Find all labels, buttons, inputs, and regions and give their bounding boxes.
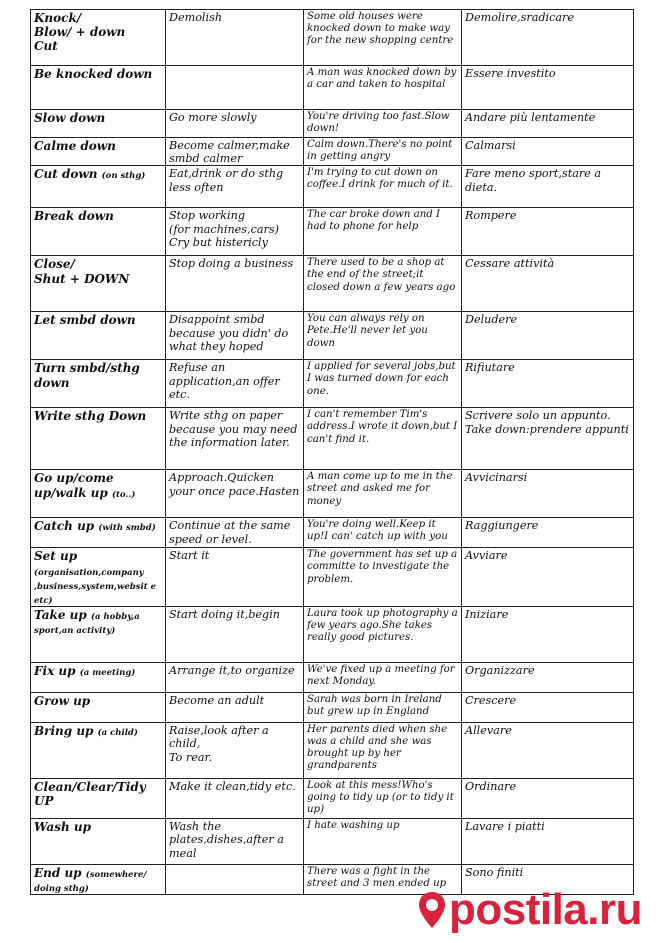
phrasal-verb-cell-text: Knock/ Blow/ + down Cut bbox=[34, 11, 126, 54]
meaning-cell-text: Stop doing a business bbox=[169, 257, 294, 271]
meaning-cell bbox=[166, 10, 304, 66]
phrasal-verb-cell-text: Calme down bbox=[34, 139, 116, 153]
example-cell-text: Laura took up photography a few years ago.She takes really good pictures. bbox=[307, 608, 458, 644]
meaning-cell bbox=[166, 548, 304, 607]
table-row bbox=[31, 819, 634, 865]
meaning-cell-text: Raise,look after a child, To rear. bbox=[169, 724, 269, 764]
italian-cell bbox=[462, 312, 634, 360]
verb-note: (on sthg) bbox=[101, 171, 146, 182]
italian-cell-text: Rompere bbox=[465, 209, 517, 223]
meaning-cell bbox=[166, 360, 304, 408]
phrasal-verb-cell bbox=[31, 607, 166, 663]
example-cell bbox=[304, 819, 462, 865]
example-cell bbox=[304, 607, 462, 663]
example-cell bbox=[304, 360, 462, 408]
table-row bbox=[31, 312, 634, 360]
watermark bbox=[417, 885, 642, 935]
phrasal-verb-cell bbox=[31, 312, 166, 360]
table-row bbox=[31, 779, 634, 819]
italian-cell-text: Rifiutare bbox=[465, 361, 515, 375]
example-cell-text: We've fixed up a meeting for next Monday. bbox=[307, 664, 455, 688]
meaning-cell-text: Wash the plates,dishes,after a meal bbox=[169, 820, 284, 860]
example-cell bbox=[304, 138, 462, 166]
italian-cell-text: Raggiungere bbox=[465, 519, 539, 533]
meaning-cell bbox=[166, 138, 304, 166]
italian-cell bbox=[462, 723, 634, 779]
meaning-cell bbox=[166, 607, 304, 663]
italian-cell-text: Demolire,sradicare bbox=[465, 11, 575, 24]
verb-note: (a hobby,a sport,an activity) bbox=[34, 612, 140, 637]
example-cell bbox=[304, 408, 462, 470]
phrasal-verbs-table bbox=[30, 9, 634, 895]
example-cell-text: Some old houses were knocked down to make way for the new shopping centre bbox=[307, 11, 454, 47]
italian-cell bbox=[462, 138, 634, 166]
table-row bbox=[31, 208, 634, 256]
example-cell-text: You can always rely on Pete.He'll never let you down bbox=[307, 313, 428, 349]
example-cell bbox=[304, 10, 462, 66]
example-cell bbox=[304, 256, 462, 312]
meaning-cell bbox=[166, 663, 304, 693]
meaning-cell bbox=[166, 66, 304, 110]
phrasal-verbs-sheet bbox=[30, 9, 633, 895]
phrasal-verb-cell-text: Catch up bbox=[34, 519, 95, 534]
meaning-cell-text: Refuse an application,an offer etc. bbox=[169, 361, 280, 401]
meaning-cell-text: Stop working (for machines,cars) Cry but histericly bbox=[169, 209, 279, 249]
pin-logo-icon bbox=[417, 890, 447, 930]
phrasal-verb-cell bbox=[31, 66, 166, 110]
example-cell-text: The car broke down and I had to phone for help bbox=[307, 209, 441, 233]
phrasal-verb-cell bbox=[31, 865, 166, 895]
phrasal-verb-cell-text: Write sthg Down bbox=[34, 409, 147, 424]
example-cell-text: Her parents died when she was a child and she was brought up by her grandparents bbox=[307, 724, 448, 772]
example-cell-text: There used to be a shop at the end of the street;it closed down a few years ago bbox=[307, 257, 456, 293]
table-row bbox=[31, 166, 634, 208]
phrasal-verb-cell bbox=[31, 256, 166, 312]
verb-note: (a child) bbox=[97, 728, 138, 739]
table-body bbox=[31, 10, 634, 895]
italian-cell-text: Fare meno sport,stare a dieta. bbox=[465, 167, 602, 194]
italian-cell-text: Lavare i piatti bbox=[465, 820, 545, 834]
meaning-cell-text: Start doing it,begin bbox=[169, 608, 280, 622]
italian-cell-text: Crescere bbox=[465, 694, 517, 708]
meaning-cell-text: Continue at the same speed or level. bbox=[169, 519, 291, 546]
table-row bbox=[31, 10, 634, 66]
phrasal-verb-cell-text: Bring up bbox=[34, 724, 94, 739]
phrasal-verb-cell-text: Close/ Shut + DOWN bbox=[34, 257, 130, 286]
table-row bbox=[31, 548, 634, 607]
table-row bbox=[31, 408, 634, 470]
meaning-cell-text: Become calmer,make smbd calmer bbox=[169, 139, 290, 166]
phrasal-verb-cell bbox=[31, 10, 166, 66]
phrasal-verb-cell bbox=[31, 518, 166, 548]
phrasal-verb-cell-text: Slow down bbox=[34, 111, 106, 125]
table-row bbox=[31, 470, 634, 518]
example-cell-text: I'm trying to cut down on coffee.I drink for much of it. bbox=[307, 167, 453, 191]
italian-cell-text: Avvicinarsi bbox=[465, 471, 528, 485]
example-cell-text: You're driving too fast.Slow down! bbox=[307, 111, 450, 135]
meaning-cell bbox=[166, 256, 304, 312]
table-row bbox=[31, 723, 634, 779]
table-row bbox=[31, 663, 634, 693]
phrasal-verb-cell-text: Fix up bbox=[34, 664, 76, 679]
table-row bbox=[31, 138, 634, 166]
example-cell-text: Sarah was born in Ireland but grew up in England bbox=[307, 694, 442, 718]
italian-cell-text: Ordinare bbox=[465, 780, 517, 794]
italian-cell bbox=[462, 408, 634, 470]
verb-note: (to..) bbox=[111, 489, 136, 500]
verb-note: (organisation,company ,business,system,websit e etc) bbox=[34, 567, 156, 606]
phrasal-verb-cell bbox=[31, 408, 166, 470]
italian-cell-text: Avviare bbox=[465, 549, 508, 563]
meaning-cell bbox=[166, 693, 304, 723]
phrasal-verb-cell bbox=[31, 819, 166, 865]
example-cell-text: The government has set up a committe to investigate the problem. bbox=[307, 549, 458, 585]
phrasal-verb-cell-text: Turn smbd/sthg down bbox=[34, 361, 140, 390]
italian-cell bbox=[462, 110, 634, 138]
italian-cell bbox=[462, 548, 634, 607]
meaning-cell bbox=[166, 779, 304, 819]
phrasal-verb-cell-text: Let smbd down bbox=[34, 313, 136, 328]
meaning-cell-text: Become an adult bbox=[169, 694, 265, 708]
phrasal-verb-cell bbox=[31, 693, 166, 723]
phrasal-verb-cell bbox=[31, 110, 166, 138]
italian-cell bbox=[462, 166, 634, 208]
example-cell bbox=[304, 779, 462, 819]
meaning-cell-text: Go more slowly bbox=[169, 111, 257, 124]
table-row bbox=[31, 110, 634, 138]
phrasal-verb-cell bbox=[31, 779, 166, 819]
meaning-cell bbox=[166, 166, 304, 208]
phrasal-verb-cell bbox=[31, 663, 166, 693]
watermark-text: postila.ru bbox=[448, 885, 642, 934]
italian-cell-text: Calmarsi bbox=[465, 139, 516, 152]
italian-cell-text: Cessare attività bbox=[465, 257, 555, 271]
meaning-cell bbox=[166, 408, 304, 470]
meaning-cell-text: Eat,drink or do sthg less often bbox=[169, 167, 284, 194]
phrasal-verb-cell-text: Be knocked down bbox=[34, 67, 153, 81]
italian-cell-text: Allevare bbox=[465, 724, 512, 738]
table-row bbox=[31, 518, 634, 548]
phrasal-verb-cell-text: Wash up bbox=[34, 820, 91, 835]
italian-cell-text: Organizzare bbox=[465, 664, 535, 678]
meaning-cell bbox=[166, 865, 304, 895]
meaning-cell bbox=[166, 819, 304, 865]
meaning-cell bbox=[166, 470, 304, 518]
phrasal-verb-cell bbox=[31, 138, 166, 166]
example-cell-text: A man was knocked down by a car and taken to hospital bbox=[307, 67, 457, 91]
phrasal-verb-cell-text: Take up bbox=[34, 608, 87, 623]
meaning-cell-text: Arrange it,to organize bbox=[169, 664, 295, 678]
meaning-cell bbox=[166, 208, 304, 256]
phrasal-verb-cell-text: Clean/Clear/Tidy UP bbox=[34, 780, 146, 809]
italian-cell bbox=[462, 693, 634, 723]
italian-cell bbox=[462, 779, 634, 819]
italian-cell-text: Sono finiti bbox=[465, 866, 524, 880]
table-row bbox=[31, 360, 634, 408]
table-row bbox=[31, 693, 634, 723]
example-cell bbox=[304, 166, 462, 208]
phrasal-verb-cell-text: Go up/come up/walk up bbox=[34, 471, 114, 500]
example-cell bbox=[304, 208, 462, 256]
example-cell-text: There was a fight in the street and 3 men ended up bbox=[307, 866, 447, 890]
italian-cell bbox=[462, 607, 634, 663]
example-cell bbox=[304, 110, 462, 138]
verb-note: (a meeting) bbox=[79, 668, 136, 679]
meaning-cell-text: Write sthg on paper because you may need the information later. bbox=[169, 409, 298, 449]
example-cell-text: Look at this mess!Who's going to tidy up (or to tidy it up) bbox=[307, 780, 454, 816]
verb-note: (with smbd) bbox=[98, 523, 156, 534]
example-cell bbox=[304, 312, 462, 360]
phrasal-verb-cell-text: Grow up bbox=[34, 694, 91, 709]
phrasal-verb-cell bbox=[31, 208, 166, 256]
meaning-cell bbox=[166, 723, 304, 779]
italian-cell-text: Essere investito bbox=[465, 67, 556, 80]
example-cell bbox=[304, 66, 462, 110]
table-row bbox=[31, 607, 634, 663]
phrasal-verb-cell bbox=[31, 723, 166, 779]
phrasal-verb-cell-text: Set up bbox=[34, 549, 78, 564]
italian-cell bbox=[462, 360, 634, 408]
phrasal-verb-cell bbox=[31, 548, 166, 607]
meaning-cell-text: Disappoint smbd because you didn' do what they hoped bbox=[169, 313, 289, 353]
example-cell bbox=[304, 663, 462, 693]
example-cell-text: You're doing well.Keep it up!I can' catch up with you bbox=[307, 519, 448, 543]
italian-cell bbox=[462, 518, 634, 548]
meaning-cell bbox=[166, 110, 304, 138]
italian-cell bbox=[462, 663, 634, 693]
meaning-cell-text: Approach.Quicken your once pace.Hasten bbox=[169, 471, 300, 498]
italian-cell bbox=[462, 208, 634, 256]
phrasal-verb-cell bbox=[31, 470, 166, 518]
italian-cell bbox=[462, 66, 634, 110]
italian-cell bbox=[462, 256, 634, 312]
phrasal-verb-cell-text: Break down bbox=[34, 209, 114, 224]
table-row bbox=[31, 256, 634, 312]
italian-cell-text: Deludere bbox=[465, 313, 518, 327]
italian-cell-text: Scrivere solo un appunto. Take down:prendere appunti bbox=[465, 409, 629, 436]
example-cell bbox=[304, 548, 462, 607]
meaning-cell bbox=[166, 312, 304, 360]
example-cell-text: I applied for several jobs,but I was turned down for each one. bbox=[307, 361, 456, 397]
verb-note: (somewhere/ doing sthg) bbox=[34, 870, 147, 895]
italian-cell bbox=[462, 10, 634, 66]
italian-cell-text: Andare più lentamente bbox=[465, 111, 596, 124]
italian-cell bbox=[462, 470, 634, 518]
meaning-cell-text: Demolish bbox=[169, 11, 223, 24]
italian-cell bbox=[462, 819, 634, 865]
meaning-cell-text: Make it clean,tidy etc. bbox=[169, 780, 296, 794]
italian-cell-text: Iniziare bbox=[465, 608, 509, 622]
phrasal-verb-cell bbox=[31, 166, 166, 208]
phrasal-verb-cell bbox=[31, 360, 166, 408]
example-cell-text: Calm down.There's no point in getting angry bbox=[307, 139, 453, 163]
example-cell bbox=[304, 470, 462, 518]
meaning-cell bbox=[166, 518, 304, 548]
example-cell bbox=[304, 723, 462, 779]
example-cell bbox=[304, 693, 462, 723]
example-cell bbox=[304, 518, 462, 548]
table-row bbox=[31, 66, 634, 110]
example-cell-text: I can't remember Tim's address.I wrote it down,but I can't find it. bbox=[307, 409, 458, 445]
phrasal-verb-cell-text: Cut down bbox=[34, 167, 98, 182]
example-cell-text: A man come up to me in the street and asked me for money bbox=[307, 471, 453, 507]
meaning-cell-text: Start it bbox=[169, 549, 210, 563]
phrasal-verb-cell-text: End up bbox=[34, 866, 82, 881]
example-cell-text: I hate washing up bbox=[307, 820, 400, 832]
